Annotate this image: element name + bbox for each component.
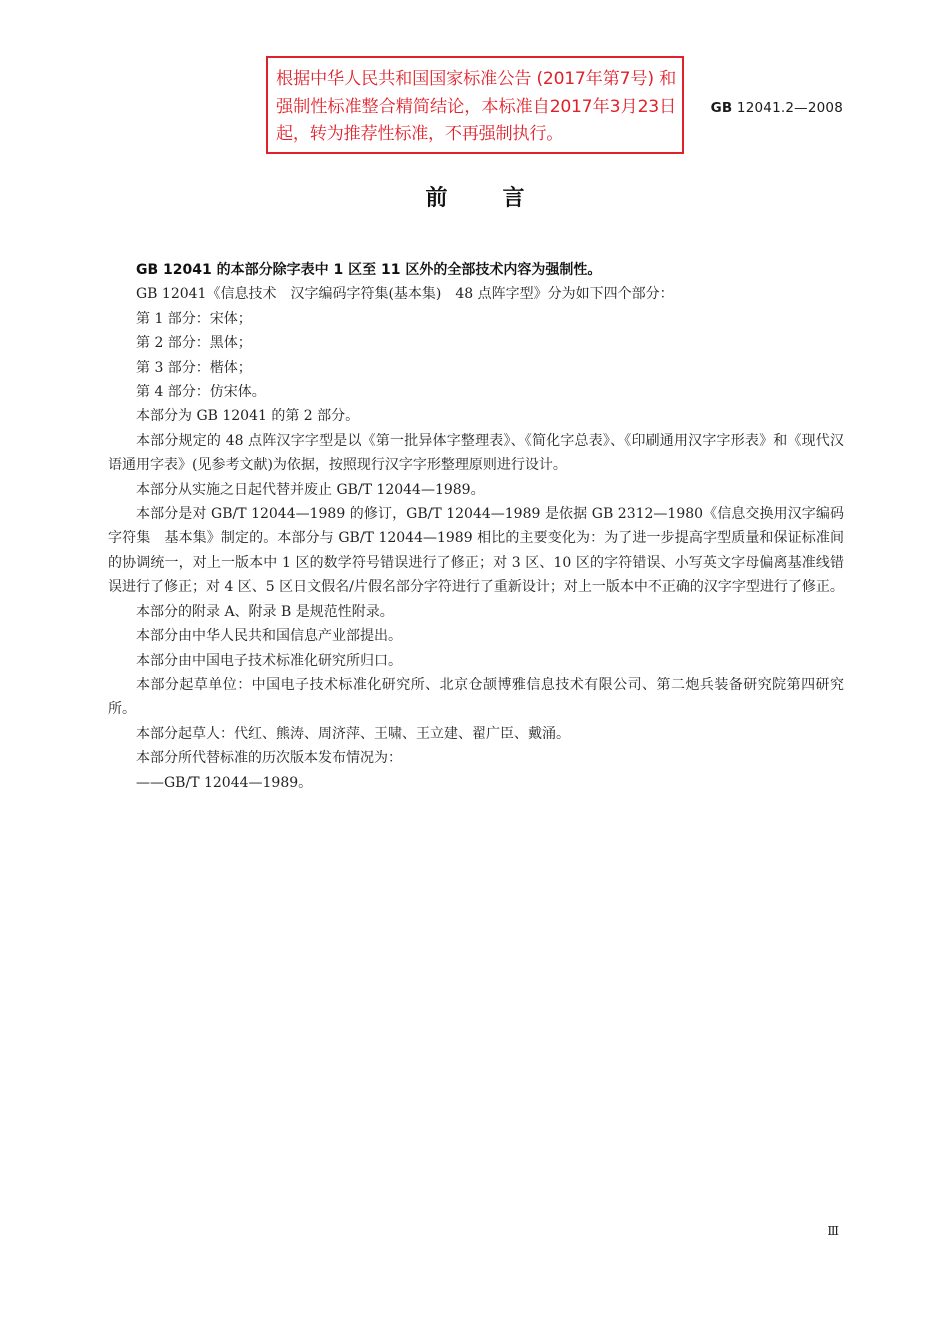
body-paragraph: 本部分规定的 48 点阵汉字字型是以《第一批异体字整理表》、《简化字总表》、《印刷通用汉字字形表》和《现代汉语通用字表》(见参考文献)为依据，按照现行汉字字形整理原则进行设计。 — [108, 432, 844, 474]
standard-number — [711, 100, 843, 116]
body-paragraph: 本部分起草人：代红、熊涛、周济萍、王啸、王立建、翟广臣、戴涌。 — [136, 725, 570, 742]
body-paragraph: 本部分由中华人民共和国信息产业部提出。 — [136, 628, 402, 645]
body-paragraph: GB 12041《信息技术 汉字编码字符集(基本集) 48 点阵字型》分为如下四个部分： — [136, 286, 674, 303]
part-list-item: 第 3 部分：楷体； — [136, 359, 252, 376]
body-paragraph: 本部分所代替标准的历次版本发布情况为： — [136, 750, 402, 767]
body-paragraph: 本部分从实施之日起代替并废止 GB/T 12044—1989。 — [136, 481, 485, 498]
body-paragraph: 本部分由中国电子技术标准化研究所归口。 — [136, 652, 402, 669]
standard-status-notice: 根据中华人民共和国国家标准公告 (2017年第7号) 和强制性标准整合精简结论，本标准自2017年3月23日起，转为推荐性标准，不再强制执行。 — [266, 56, 684, 154]
standard-number-rest: 12041.2—2008 — [732, 100, 843, 116]
body-paragraph: 本部分起草单位：中国电子技术标准化研究所、北京仓颉博雅信息技术有限公司、第二炮兵装备研究院第四研究所。 — [108, 676, 844, 718]
part-list-item: 第 2 部分：黑体； — [136, 335, 252, 352]
mandatory-scope-paragraph: GB 12041 的本部分除字表中 1 区至 11 区外的全部技术内容为强制性。 — [136, 262, 602, 278]
body-paragraph: ——GB/T 12044—1989。 — [136, 774, 313, 791]
part-list-item: 第 4 部分：仿宋体。 — [136, 384, 266, 401]
foreword-body — [108, 258, 844, 795]
page-number: Ⅲ — [827, 1224, 839, 1238]
part-list-item: 第 1 部分：宋体； — [136, 310, 252, 327]
body-paragraph: 本部分的附录 A、附录 B 是规范性附录。 — [136, 603, 394, 620]
body-paragraph: 本部分为 GB 12041 的第 2 部分。 — [136, 408, 360, 425]
body-paragraph: 本部分是对 GB/T 12044—1989 的修订，GB/T 12044—1989 是依据 GB 2312—1980《信息交换用汉字编码字符集 基本集》制定的。本部分与 GB/T 12044—1989 相比的主要变化为：为了进一步提高字型质量和保证标准间的协调统一，对上一版本中 1 区的数学符号错误进行了修正；对 3 区、10 区的字符错误、小写英文字母偏离基准线错误进行了修正；对 4 区、5 区日文假名/片假名部分字符进行了重新设计；对上一版本中不正确的汉字字型进行了修正。 — [108, 506, 844, 596]
standard-number-prefix: GB — [710, 100, 733, 116]
page-title: 前言 — [425, 186, 580, 211]
